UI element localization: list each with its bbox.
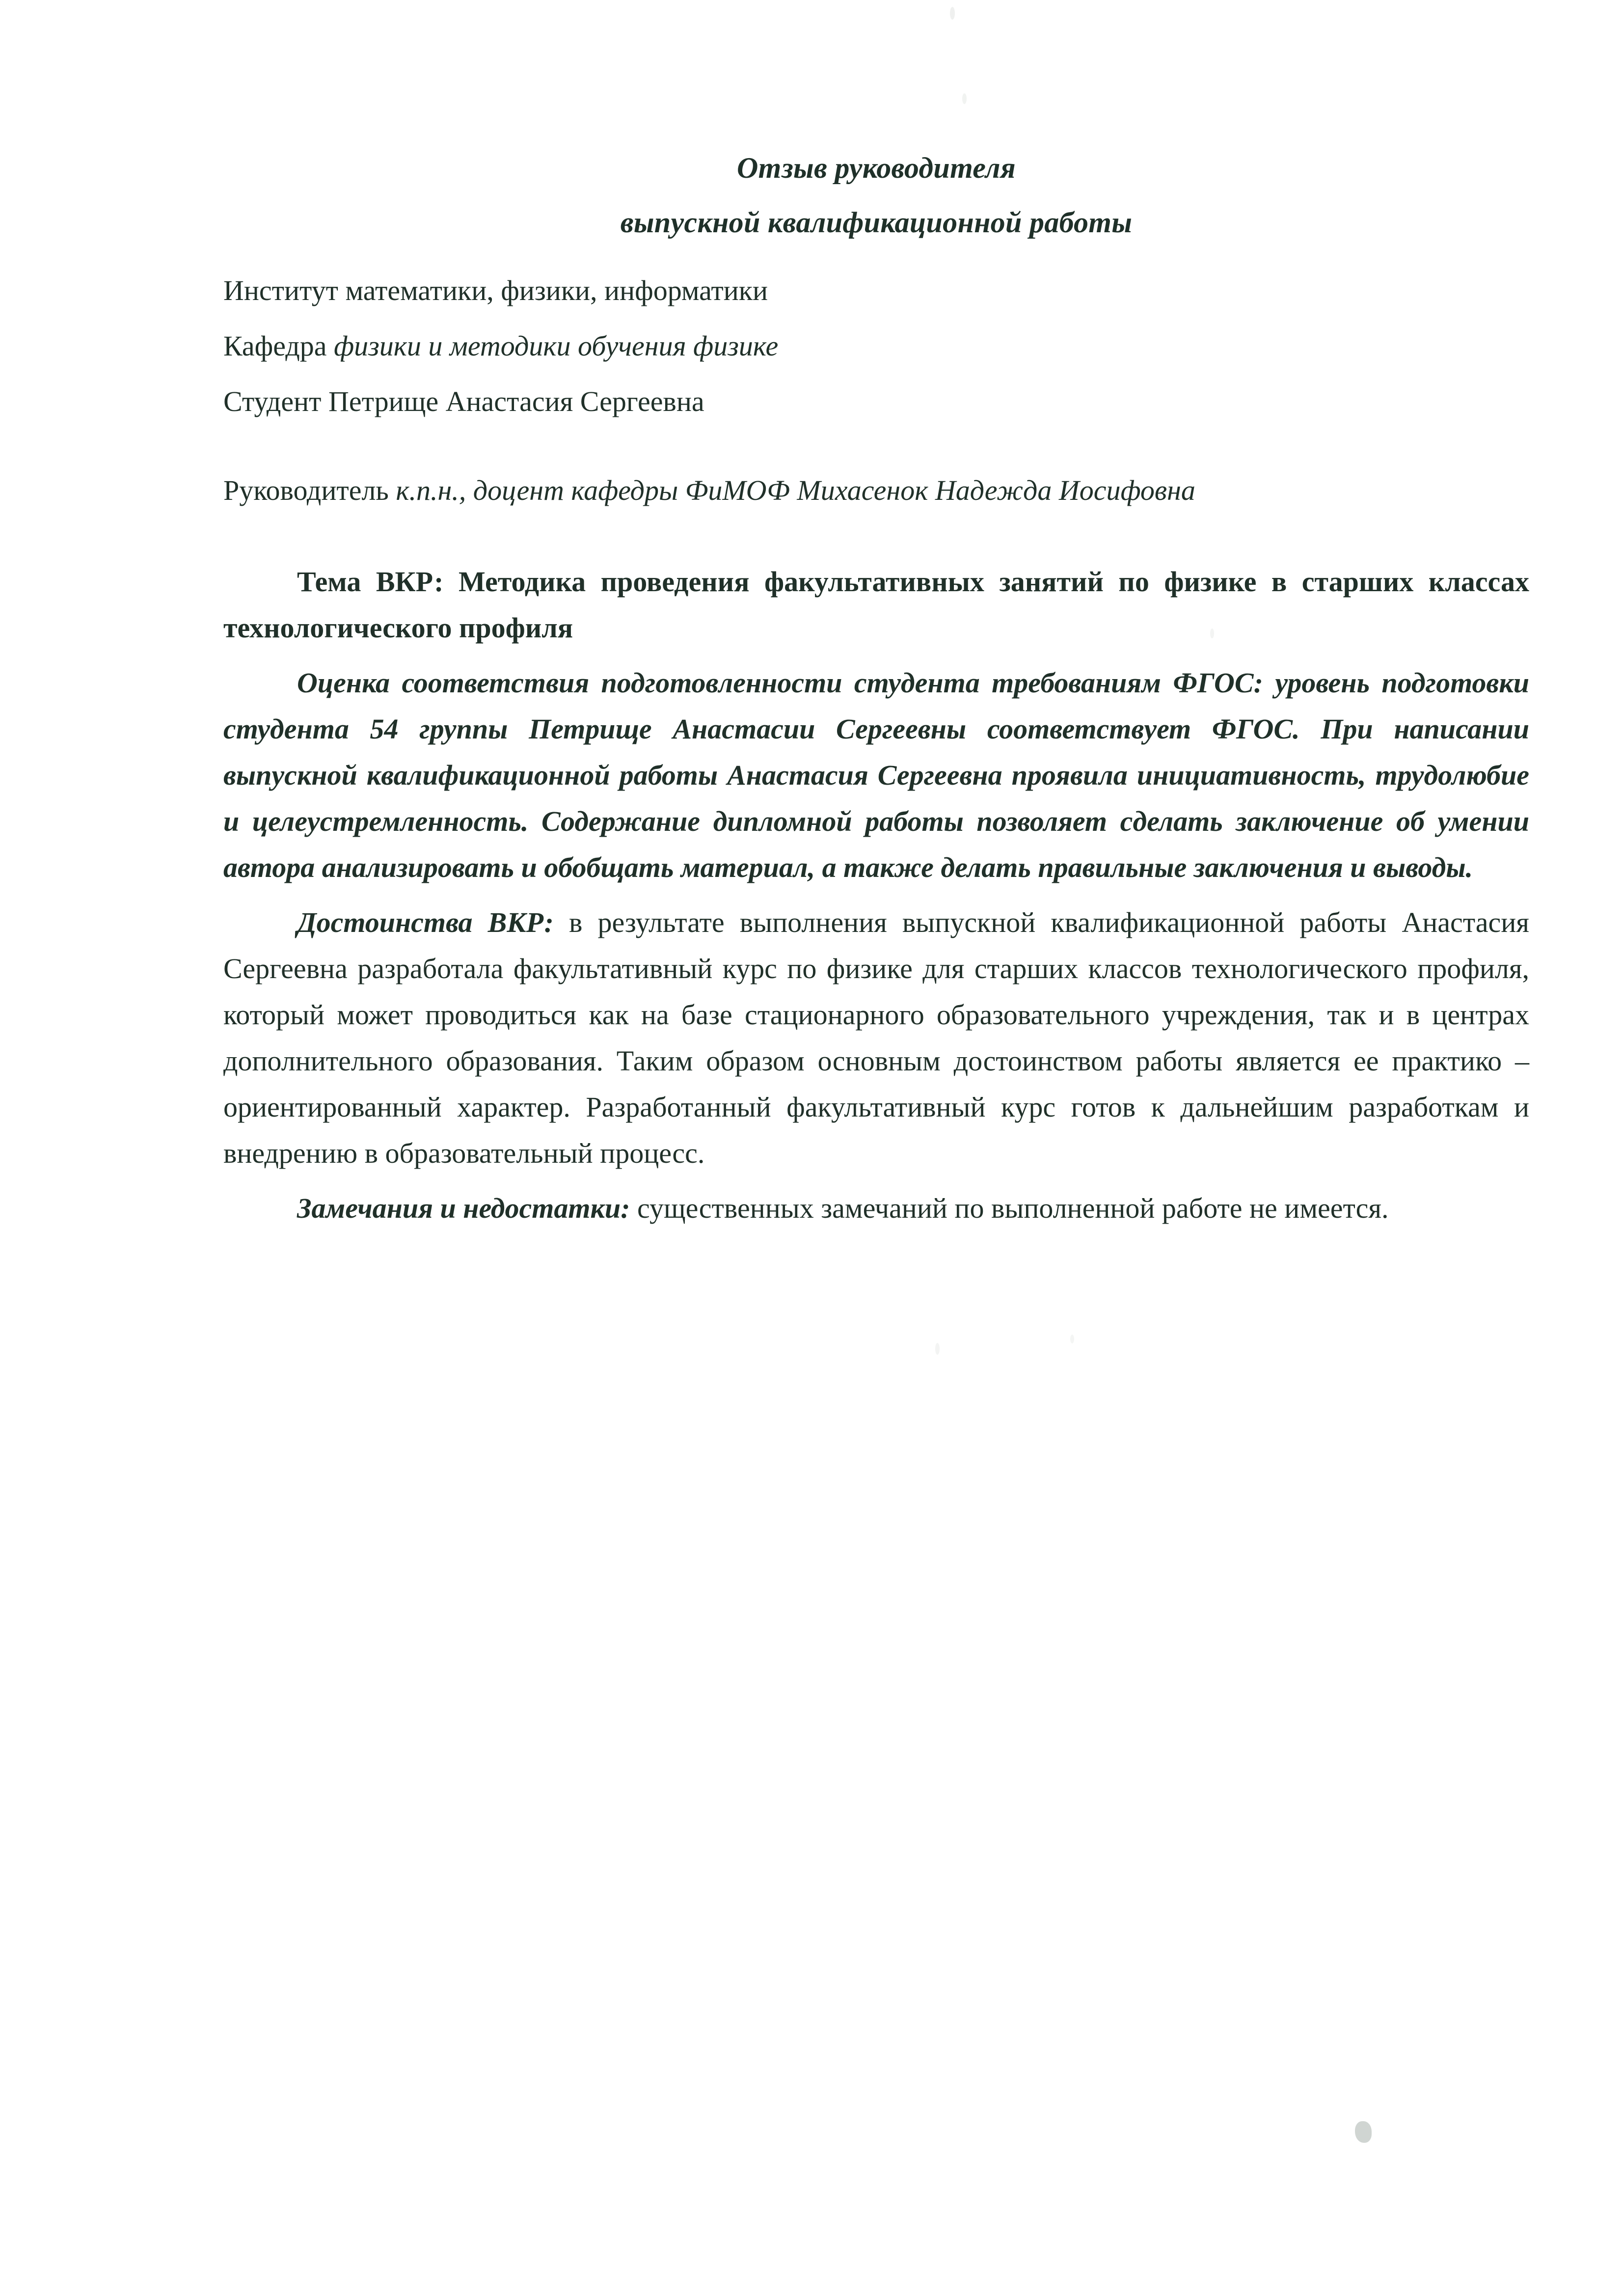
advantages-label: Достоинства ВКР:: [297, 906, 554, 939]
advantages-value: в результате выполнения выпускной квалификационной работы Анастасия Сергеевна разработала факультативный курс по физике для старших классов технологического профиля, который может проводиться как на базе стационарного образовательного учреждения, так и в центрах дополнительного образования. Таким образом основным достоинством работы является ее практико – ориентированный характер. Разработанный факультативный курс готов к дальнейшим разработкам и внедрению в образовательный процесс.: [223, 906, 1529, 1169]
scan-artifact: [935, 1343, 940, 1355]
spacer: [223, 651, 1529, 660]
student-line: Студент Петрище Анастасия Сергеевна: [223, 385, 704, 417]
topic-value: Методика проведения факультативных занятий по физике в старших классах технологического профиля: [223, 566, 1529, 644]
remarks-value: существенных замечаний по выполненной работе не имеется.: [630, 1192, 1389, 1224]
assessment-label: Оценка соответствия подготовленности студента требованиям ФГОС:: [297, 667, 1263, 699]
remarks-paragraph: [223, 1185, 1529, 1231]
document-title-line-1: Отзыв руководителя: [736, 152, 1016, 184]
department-label: Кафедра: [223, 330, 334, 362]
scan-artifact: [1070, 1335, 1074, 1343]
department-line: [223, 326, 1529, 367]
assessment-value: уровень подготовки студента 54 группы Петрище Анастасии Сергеевны соответствует ФГОС. При написании выпускной квалификационной работы Анастасия Сергеевна проявила инициативность, трудолюбие и целеустремленность. Содержание дипломной работы позволяет сделать заключение об умении автора анализировать и обобщать материал, а также делать правильные заключения и выводы.: [223, 667, 1529, 884]
scan-smudge: [1355, 2121, 1372, 2143]
document-body: [223, 147, 1529, 1231]
supervisor-value: к.п.н., доцент кафедры ФиМОФ Михасенок Надежда Иосифовна: [396, 474, 1195, 507]
scan-artifact: [962, 93, 967, 104]
spacer: [223, 514, 1529, 559]
spacer: [223, 422, 1529, 467]
scan-artifact: [950, 7, 955, 20]
supervisor-paragraph: [223, 467, 1529, 514]
department-value: физики и методики обучения физике: [333, 330, 779, 362]
topic-label: Тема ВКР:: [297, 566, 444, 598]
advantages-paragraph: [223, 900, 1529, 1176]
remarks-label: Замечания и недостатки:: [297, 1192, 630, 1224]
spacer: [223, 1176, 1529, 1185]
supervisor-label: Руководитель: [223, 474, 396, 507]
document-title-line-2: выпускной квалификационной работы: [620, 206, 1133, 239]
assessment-paragraph: [223, 660, 1529, 891]
institute-line: Институт математики, физики, информатики: [223, 274, 768, 307]
spacer: [223, 891, 1529, 900]
topic-paragraph: [223, 559, 1529, 651]
